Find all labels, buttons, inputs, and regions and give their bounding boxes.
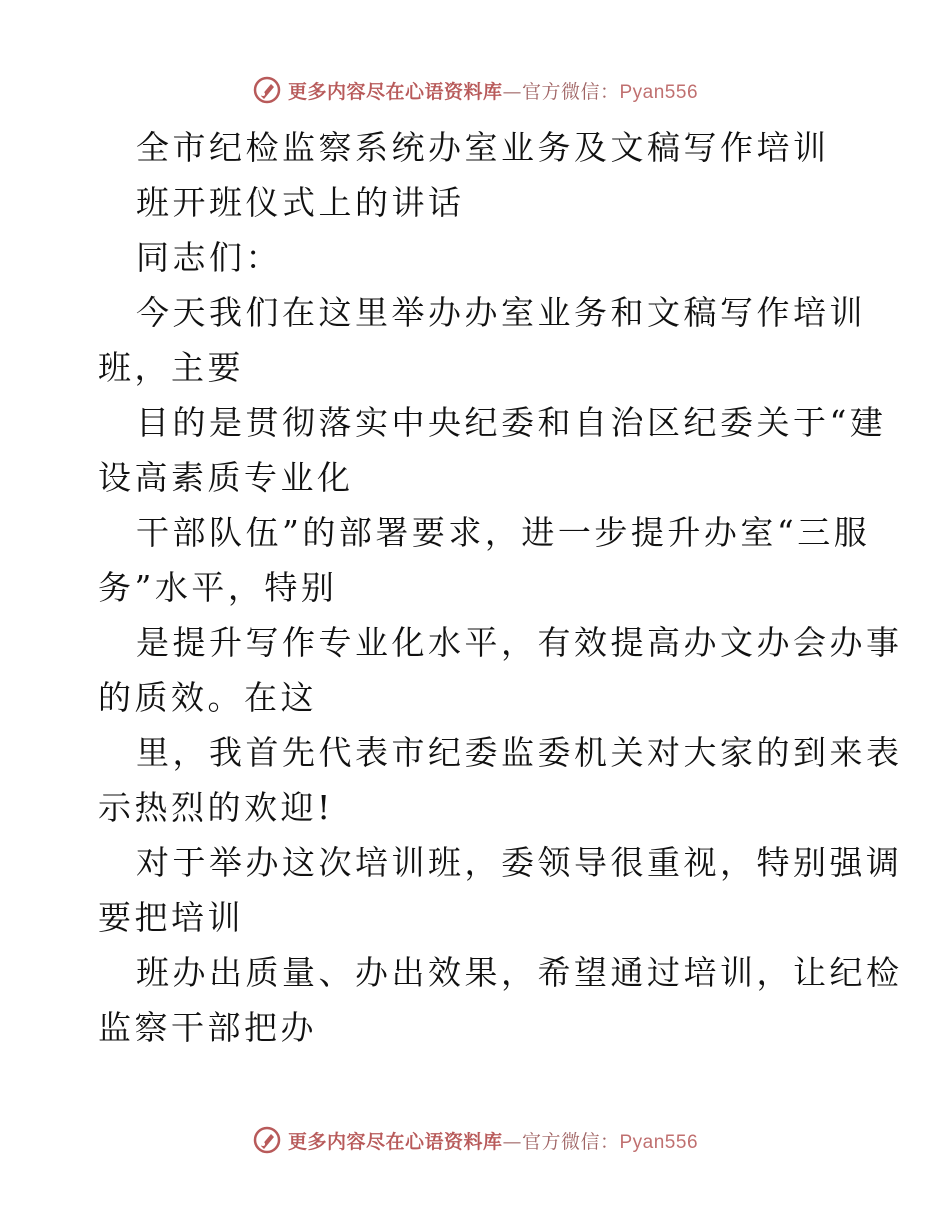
- banner-wechat-id: Pyan556: [619, 1131, 699, 1153]
- document-line: 设高素质专业化: [98, 458, 354, 497]
- document-line: 全市纪检监察系统办室业务及文稿写作培训: [136, 128, 830, 167]
- document-line: 班开班仪式上的讲话: [136, 183, 465, 222]
- banner-main-text: 更多内容尽在心语资料库: [287, 1130, 503, 1153]
- document-line: 里，我首先代表市纪委监委机关对大家的到来表: [136, 733, 903, 772]
- banner-wechat-id: Pyan556: [619, 81, 699, 103]
- banner-wechat-label: 官方微信：: [521, 1130, 620, 1153]
- banner-wechat-label: 官方微信：: [521, 80, 620, 103]
- document-body: [98, 120, 903, 1055]
- document-line: 班，主要: [98, 348, 244, 387]
- document-line: 务”水平，特别: [98, 568, 338, 607]
- pen-logo-icon: [252, 1125, 282, 1155]
- pen-logo-icon: [252, 75, 282, 105]
- document-line: 干部队伍”的部署要求，进一步提升办室“三服: [136, 513, 871, 552]
- document-line: 班办出质量、办出效果，希望通过培训，让纪检: [136, 953, 903, 992]
- header-watermark-banner: [0, 70, 950, 110]
- document-line: 同志们：: [136, 238, 282, 277]
- document-line: 目的是贯彻落实中央纪委和自治区纪委关于“建: [136, 403, 887, 442]
- banner-dash: —: [502, 80, 522, 103]
- banner-text: [288, 77, 698, 104]
- document-line: 要把培训: [98, 898, 244, 937]
- document-line: 今天我们在这里举办办室业务和文稿写作培训: [136, 293, 866, 332]
- banner-main-text: 更多内容尽在心语资料库: [287, 80, 503, 103]
- document-line: 对于举办这次培训班，委领导很重视，特别强调: [136, 843, 903, 882]
- banner-text: [288, 1127, 698, 1154]
- banner-dash: —: [502, 1130, 522, 1153]
- document-line: 是提升写作专业化水平，有效提高办文办会办事: [136, 623, 903, 662]
- document-line: 的质效。在这: [98, 678, 317, 717]
- document-line: 监察干部把办: [98, 1008, 317, 1047]
- document-line: 示热烈的欢迎!: [98, 788, 334, 827]
- footer-watermark-banner: [0, 1120, 950, 1160]
